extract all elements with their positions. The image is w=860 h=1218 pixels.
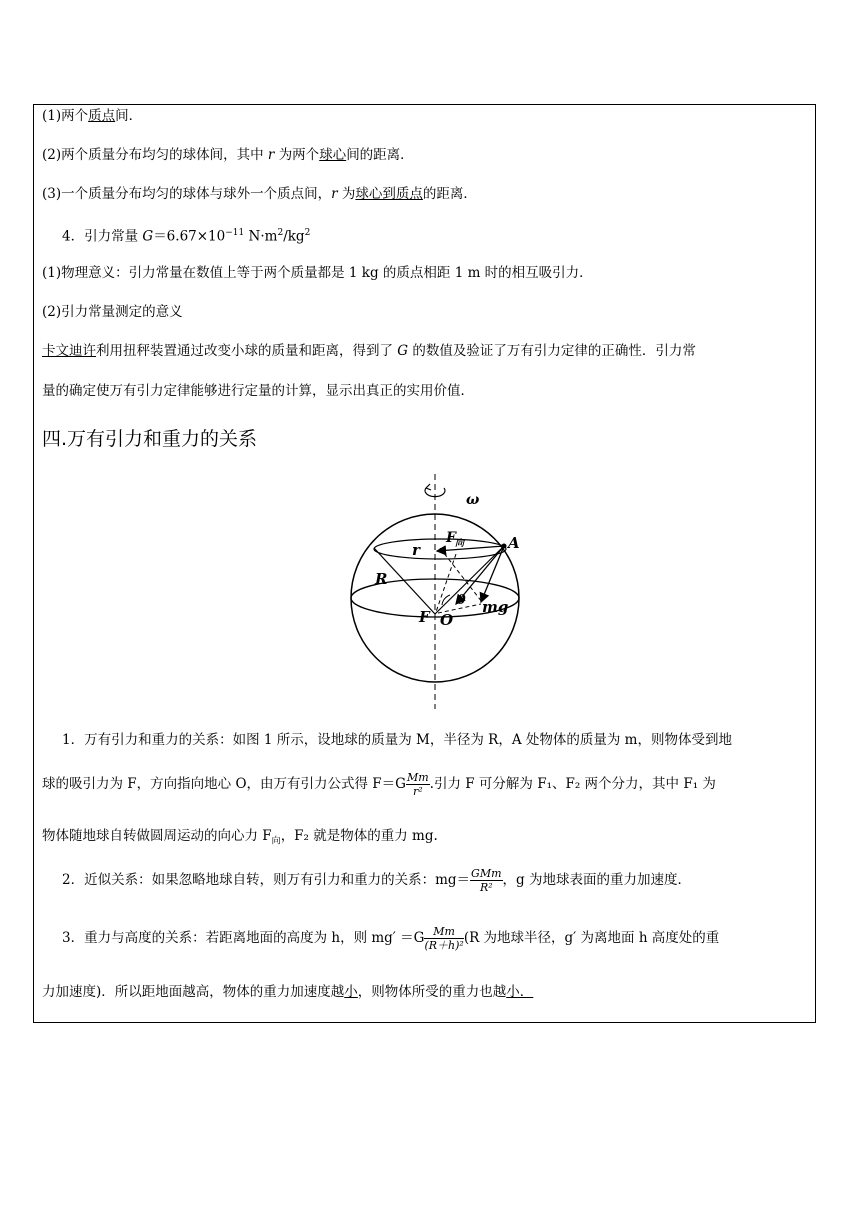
mg-label: mg — [482, 598, 509, 616]
centripetal-force-label: F — [446, 530, 456, 546]
cavendish-line-1: 卡文迪许利用扭秤装置通过改变小球的质量和距离，得到了 G 的数值及验证了万有引力定律的正确性．引力常 — [42, 343, 696, 359]
point-a-label: A — [508, 534, 520, 552]
para-2: 2．近似关系：如果忽略地球自转，则万有引力和重力的关系：mg＝ $\frac{\text{GMm}}{\text{R²}}$ ，g 为地球表面的重力加速度． — [62, 867, 691, 894]
small-radius-label: r — [412, 541, 420, 559]
formula-fraction: $\frac{Mm}{\text{r²}}$ — [406, 771, 429, 798]
cavendish-line-2: 量的确定使万有引力定律能够进行定量的计算，显示出真正的实用价值． — [42, 383, 474, 399]
gravitational-constant: 4．引力常量 $G=6.67\times 10^{-11}$ $N\cdot m^2/kg^2$ — [62, 228, 311, 245]
item-2: (2)两个质量分布均匀的球体间，其中 r 为两个球心间的距离． — [42, 147, 414, 163]
omega-label: ω — [466, 492, 480, 508]
item-1: (1)两个质点间． — [42, 108, 143, 124]
formula-fraction: $\frac{Mm}{\text{(R＋h)²}}$ — [424, 925, 464, 952]
mg-arrow — [481, 546, 504, 602]
latitude-ellipse — [374, 539, 506, 559]
centripetal-force-arrow — [437, 546, 504, 551]
meaning-1: (1)物理意义：引力常量在数值上等于两个质量都是 1 kg 的质点相距 1 m 时的相互吸引力． — [42, 265, 593, 281]
formula-fraction: $\frac{\text{GMm}}{\text{R²}}$ — [471, 867, 502, 894]
force-f-label: F — [419, 608, 430, 626]
earth-radius-label: R — [375, 570, 388, 588]
para-3-line-2: 力加速度)．所以距地面越高，物体的重力加速度越小，则物体所受的重力也越小． — [42, 984, 534, 1000]
para-1-line-3: 物体随地球自转做圆周运动的向心力 $F_向$，F₂ 就是物体的重力 mg. — [42, 828, 438, 847]
para-1-line-1: 1．万有引力和重力的关系：如图 1 所示，设地球的质量为 M，半径为 R，A 处物体的质量为 m，则物体受到地 — [62, 732, 732, 748]
earth-gravity-diagram — [330, 474, 540, 710]
center-o-label: O — [440, 611, 454, 629]
para-3-line-1: 3．重力与高度的关系：若距离地面的高度为 h，则 mg′ ＝G $\frac{Mm}{\text{(R＋h)²}}$ (R 为地球半径，g′ 为离地面 h 高度处的重 — [62, 925, 720, 952]
section-heading: 四.万有引力和重力的关系 — [42, 428, 258, 450]
theta-label: θ — [457, 593, 466, 608]
meaning-2-title: (2)引力常量测定的意义 — [42, 304, 183, 320]
para-1-line-2: 球的吸引力为 F，方向指向地心 O，由万有引力公式得 F＝G $\frac{Mm}{\text{r²}}$ .引力 F 可分解为 F₁、F₂ 两个分力，其中 F₁ 为 — [42, 771, 716, 798]
item-3: (3)一个质量分布均匀的球体与球外一个质点间，r 为球心到质点的距离． — [42, 186, 477, 202]
centripetal-force-sub: 向 — [455, 539, 465, 549]
